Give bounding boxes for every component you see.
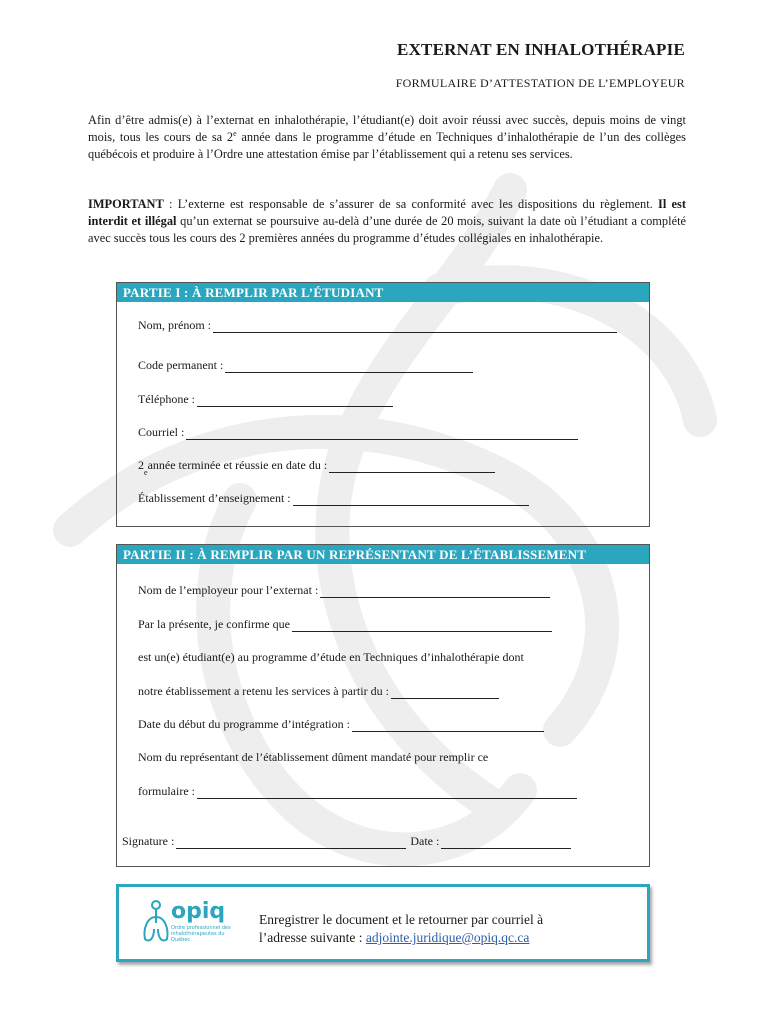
opiq-logo [139, 895, 239, 951]
signature-row: Signature : Date : [122, 834, 571, 849]
student-name-field[interactable] [292, 620, 552, 632]
program-start-date-field[interactable] [352, 720, 544, 732]
email-field-row: Courriel : [138, 425, 578, 440]
document-subtitle: FORMULAIRE D’ATTESTATION DE L’EMPLOYEUR [395, 76, 685, 90]
rep-text: Nom du représentant de l’établissement dûment mandaté pour remplir ce [138, 750, 489, 764]
part1-header: PARTIE I : À REMPLIR PAR L’ÉTUDIANT [117, 283, 649, 302]
date-field[interactable] [441, 837, 571, 849]
phone-field[interactable] [197, 395, 393, 407]
retained-date-field[interactable] [391, 687, 499, 699]
name-field[interactable] [213, 321, 617, 333]
confirm-field-row: Par la présente, je confirme que [138, 617, 552, 632]
important-label: IMPORTANT [88, 197, 164, 211]
opiq-fullname: Ordre professionnel des inhalothérapeutes du Québec [171, 925, 231, 943]
year-field-row: 2 e année terminée et réussie en date du : [138, 458, 495, 473]
code-permanent-field[interactable] [225, 361, 473, 373]
code-field-row: Code permanent : [138, 358, 473, 373]
important-paragraph: IMPORTANT : L’externe est responsable de s’assurer de sa conformité avec les dispositions du règlement. Il est interdit et illégal qu’un externat se poursuive au-delà d’une durée de 20 mois, suivant la date où l’étudiant a complété avec succès tous les cours des 2 premières années du programme d’études collégiales en inhalothérapie. [88, 197, 687, 245]
submission-box [116, 884, 650, 962]
employer-field-row: Nom de l’employeur pour l’externat : [138, 583, 550, 598]
opiq-wordmark: opiq [171, 899, 226, 924]
year-completed-date-field[interactable] [329, 461, 495, 473]
retained-field-row: notre établissement a retenu les services à partir du : [138, 684, 499, 699]
representative-name-field[interactable] [197, 787, 577, 799]
intro-paragraph: Afin d’être admis(e) à l’externat en inhalothérapie, l’étudiant(e) doit avoir réussi avec succès, depuis moins de vingt mois, tous les cours de sa 2e année dans le programme d’étude en Techniques d’inhalothérapie de l’un des collèges québécois et produire à l’Ordre une attestation émise par l’établissement qui a retenu ses services. [88, 113, 686, 161]
student-text: est un(e) étudiant(e) au programme d’étude en Techniques d’inhalothérapie dont [138, 650, 524, 664]
employer-field[interactable] [320, 586, 550, 598]
rep-field-row: formulaire : [138, 784, 577, 799]
name-field-row: Nom, prénom : [138, 318, 617, 333]
school-field-row: Établissement d’enseignement : [138, 491, 529, 506]
submission-instructions: Enregistrer le document et le retourner par courriel à l’adresse suivante : adjointe.juridique@opiq.qc.ca [259, 912, 544, 945]
school-field[interactable] [293, 494, 529, 506]
part2-header: PARTIE II : À REMPLIR PAR UN REPRÉSENTANT DE L’ÉTABLISSEMENT [117, 545, 649, 564]
email-field[interactable] [186, 428, 578, 440]
signature-field[interactable] [176, 837, 406, 849]
start-field-row: Date du début du programme d’intégration : [138, 717, 544, 732]
lungs-icon [139, 899, 173, 949]
illegal-warning: Il est interdit et illégal [88, 197, 686, 228]
document-title: EXTERNAT EN INHALOTHÉRAPIE [397, 40, 685, 59]
email-link[interactable]: adjointe.juridique@opiq.qc.ca [365, 930, 530, 945]
phone-field-row: Téléphone : [138, 392, 393, 407]
